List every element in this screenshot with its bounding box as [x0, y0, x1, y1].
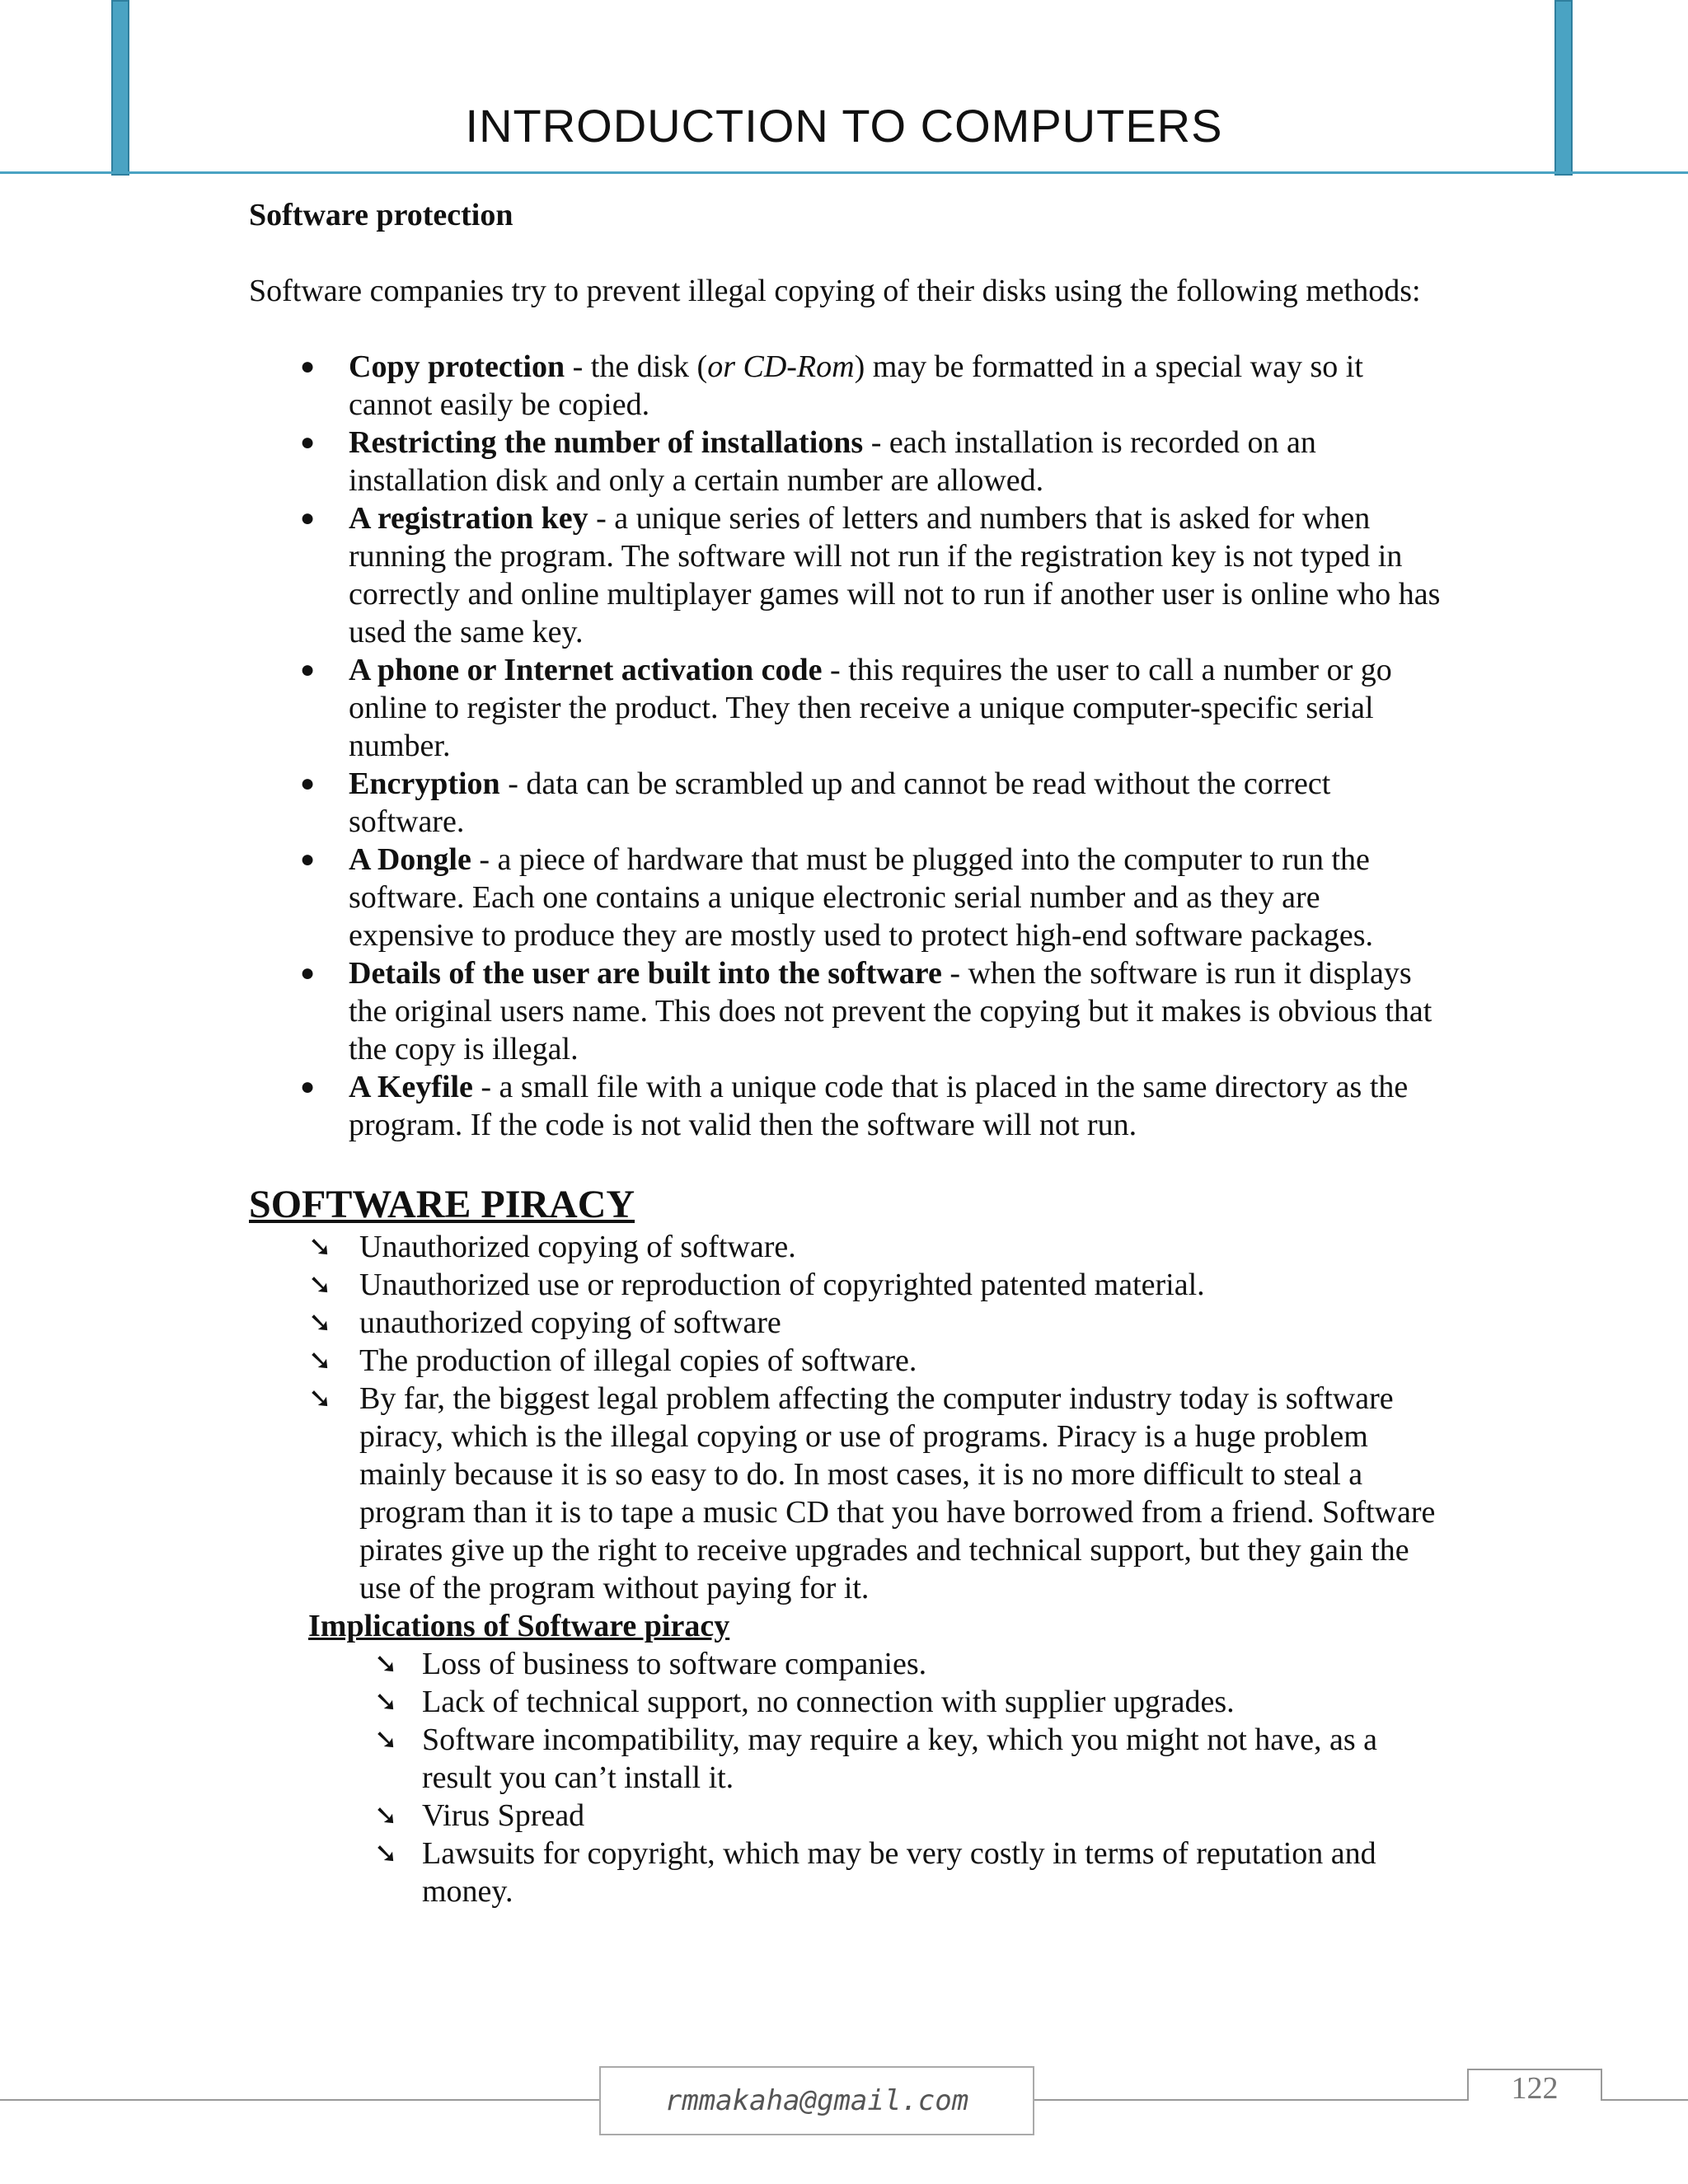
- piracy-item-text: By far, the biggest legal problem affecting the computer industry today is software piracy, which is the illegal copying or use of programs. Piracy is a huge problem mainly because it is so easy to do. In most cases, it is no more difficult to steal a program than it is to tape a music CD that you have borrowed from a friend. Software pirates give up the right to receive upgrades and technical support, but they gain the use of the program without paying for it.: [359, 1381, 1436, 1605]
- list-item: [249, 1835, 1452, 1910]
- arrow-down-right-icon: ➘: [308, 1268, 332, 1301]
- implication-text: Loss of business to software companies.: [422, 1647, 927, 1681]
- piracy-item-text: unauthorized copying of software: [359, 1305, 781, 1340]
- footer-rule-right: [1601, 2099, 1688, 2101]
- implications-title: Implications of Software piracy: [308, 1609, 730, 1643]
- list-item: [249, 1342, 1452, 1380]
- list-item: [249, 1228, 1452, 1266]
- method-text-before: - the disk (: [565, 349, 708, 384]
- running-title: INTRODUCTION TO COMPUTERS: [465, 100, 1223, 152]
- piracy-item-text: Unauthorized use or reproduction of copyrighted patented material.: [359, 1268, 1205, 1302]
- list-item: [249, 1304, 1452, 1342]
- list-item: [249, 1797, 1452, 1835]
- page-number: 122: [1511, 2071, 1559, 2106]
- method-text: - a small file with a unique code that is placed in the same directory as the program. If the code is not valid then the software will not run.: [349, 1070, 1409, 1142]
- list-item: [249, 424, 1452, 499]
- list-item: [249, 348, 1452, 424]
- method-term: A registration key: [349, 501, 588, 536]
- method-text: - data can be scrambled up and cannot be read without the correct software.: [349, 766, 1331, 839]
- footer-rule-left: [0, 2099, 599, 2101]
- arrow-down-right-icon: ➘: [374, 1723, 398, 1756]
- arrow-down-right-icon: ➘: [308, 1382, 332, 1415]
- header-rule: [0, 171, 1688, 174]
- footer-rule-middle: [1034, 2099, 1467, 2101]
- bullet-icon: ●: [300, 959, 316, 987]
- bullet-icon: ●: [300, 1073, 316, 1100]
- method-text: ) may be formatted in a special way so it cannot easily be copied.: [349, 349, 1363, 422]
- method-italic: or CD-Rom: [707, 349, 855, 384]
- bullet-icon: ●: [300, 353, 316, 380]
- bullet-icon: ●: [300, 429, 316, 456]
- list-item: [249, 651, 1452, 765]
- list-item: [249, 765, 1452, 841]
- bullet-icon: ●: [300, 770, 316, 797]
- method-text: - this requires the user to call a number or go online to register the product. They then receive a unique computer-specific serial number.: [349, 653, 1392, 763]
- method-text: - each installation is recorded on an installation disk and only a certain number are allowed.: [349, 425, 1316, 498]
- implication-text: Virus Spread: [422, 1798, 585, 1833]
- page-content: [249, 196, 1452, 1910]
- method-term: A Dongle: [349, 842, 471, 877]
- arrow-down-right-icon: ➘: [308, 1230, 332, 1263]
- piracy-definitions-list: [249, 1228, 1452, 1607]
- method-text: - a unique series of letters and numbers that is asked for when running the program. The software will not run if the registration key is not typed in correctly and online multiplayer games will not to run if another user is online who has used the same key.: [349, 501, 1441, 649]
- arrow-down-right-icon: ➘: [308, 1344, 332, 1377]
- protection-intro: Software companies try to prevent illegal copying of their disks using the following methods:: [249, 274, 1421, 308]
- implications-list: [249, 1645, 1452, 1910]
- bullet-icon: ●: [300, 846, 316, 873]
- piracy-item-text: The production of illegal copies of software.: [359, 1343, 917, 1378]
- method-term: A Keyfile: [349, 1070, 473, 1104]
- section-title-protection: Software protection: [249, 198, 513, 232]
- implication-text: Software incompatibility, may require a key, which you might not have, as a result you can’t install it.: [422, 1722, 1378, 1795]
- list-item: [249, 1645, 1452, 1683]
- method-term: Copy protection: [349, 349, 565, 384]
- list-item: [249, 841, 1452, 954]
- arrow-down-right-icon: ➘: [374, 1647, 398, 1680]
- list-item: [249, 954, 1452, 1068]
- method-term: A phone or Internet activation code: [349, 653, 823, 687]
- list-item: [249, 1380, 1452, 1607]
- list-item: [249, 1683, 1452, 1721]
- method-text: - when the software is run it displays the original users name. This does not prevent the copying but it makes is obvious that the copy is illegal.: [349, 956, 1432, 1066]
- bullet-icon: ●: [300, 656, 316, 683]
- section-title-piracy: SOFTWARE PIRACY: [249, 1183, 635, 1226]
- list-item: [249, 1266, 1452, 1304]
- list-item: [249, 499, 1452, 651]
- method-term: Details of the user are built into the software: [349, 956, 942, 991]
- arrow-down-right-icon: ➘: [374, 1837, 398, 1870]
- implication-text: Lawsuits for copyright, which may be very costly in terms of reputation and money.: [422, 1836, 1376, 1909]
- bullet-icon: ●: [300, 504, 316, 532]
- arrow-down-right-icon: ➘: [308, 1306, 332, 1339]
- protection-methods-list: [249, 348, 1452, 1144]
- method-term: Encryption: [349, 766, 500, 801]
- piracy-item-text: Unauthorized copying of software.: [359, 1230, 796, 1264]
- arrow-down-right-icon: ➘: [374, 1799, 398, 1832]
- list-item: [249, 1068, 1452, 1144]
- footer-email: rmmakaha@gmail.com: [599, 2066, 1034, 2135]
- method-text: - a piece of hardware that must be plugged into the computer to run the software. Each one contains a unique electronic serial number and as they are expensive to produce they are mostly used to protect high-end software packages.: [349, 842, 1374, 953]
- list-item: [249, 1721, 1452, 1797]
- arrow-down-right-icon: ➘: [374, 1685, 398, 1718]
- implication-text: Lack of technical support, no connection with supplier upgrades.: [422, 1685, 1235, 1719]
- method-term: Restricting the number of installations: [349, 425, 864, 460]
